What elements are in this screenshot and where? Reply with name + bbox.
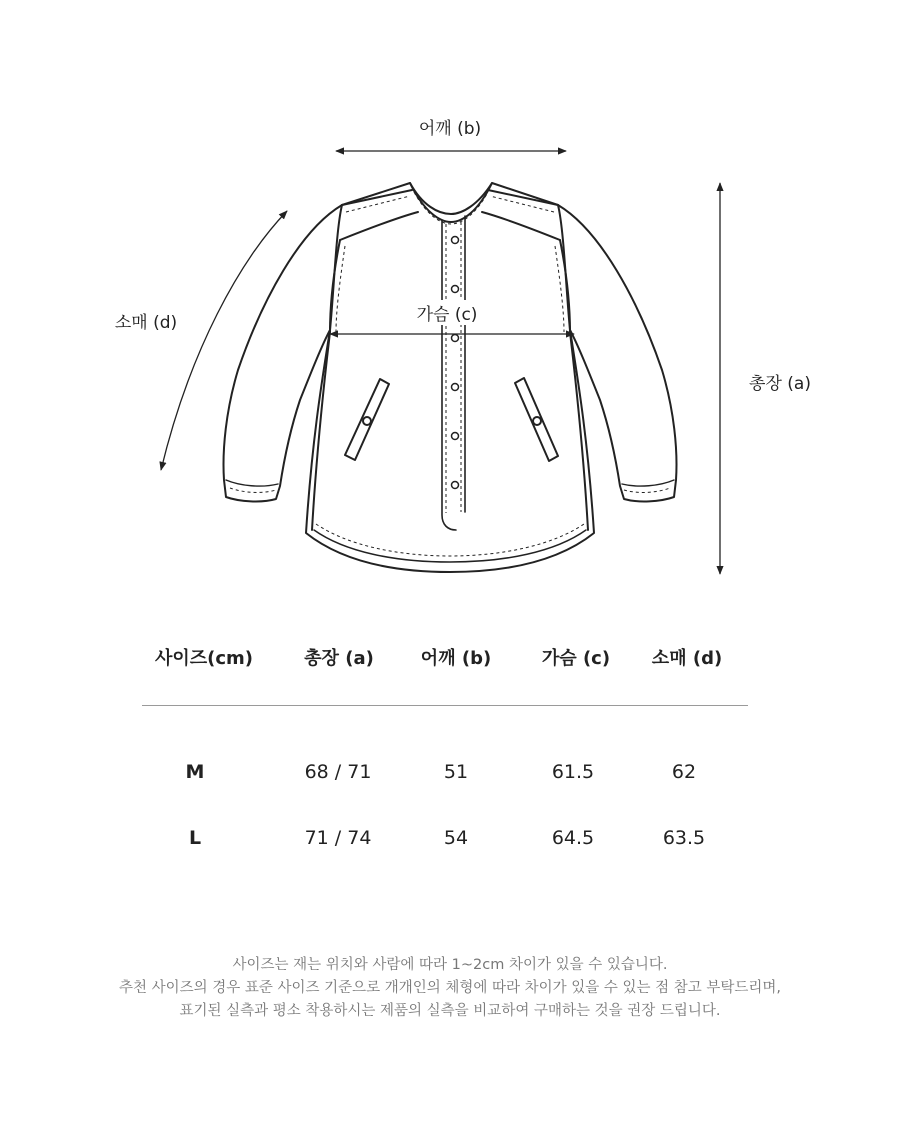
length-label: 총장 (a): [749, 374, 811, 394]
row-l-chest: 64.5: [551, 827, 595, 849]
button-1: [452, 237, 459, 244]
note-line-3: 표기된 실측과 평소 착용하시는 제품의 실측을 비교하여 구매하는 것을 권장 드립니다.: [179, 1003, 721, 1019]
button-4: [452, 384, 459, 391]
header-length: 총장 (a): [304, 648, 374, 669]
size-notes: [0, 954, 900, 1023]
header-sleeve: 소매 (d): [651, 648, 723, 669]
row-l-size: L: [188, 827, 202, 849]
button-5: [452, 433, 459, 440]
sleeve-label: 소매 (d): [114, 313, 178, 333]
button-6: [452, 482, 459, 489]
note-line-2: 추천 사이즈의 경우 표준 사이즈 기준으로 개개인의 체형에 따라 차이가 있을 수 있는 점 참고 부탁드리며,: [118, 980, 782, 996]
row-m-chest: 61.5: [551, 761, 595, 783]
chest-label: 가슴 (c): [413, 300, 482, 325]
table-divider: [142, 705, 748, 706]
row-m-length: 68 / 71: [304, 761, 372, 783]
shoulder-label: 어깨 (b): [418, 119, 482, 139]
button-2: [452, 286, 459, 293]
header-size: 사이즈(cm): [154, 648, 254, 669]
header-chest: 가슴 (c): [541, 648, 611, 669]
row-l-sleeve: 63.5: [662, 827, 706, 849]
note-line-1: 사이즈는 재는 위치와 사람에 따라 1~2cm 차이가 있을 수 있습니다.: [232, 957, 668, 973]
jacket-body: [306, 183, 594, 572]
row-m-size: M: [185, 761, 205, 783]
row-l-shoulder: 54: [443, 827, 469, 849]
row-m-sleeve: 62: [671, 761, 697, 783]
header-shoulder: 어깨 (b): [420, 648, 492, 669]
row-m-shoulder: 51: [443, 761, 469, 783]
row-l-length: 71 / 74: [304, 827, 372, 849]
button-3: [452, 335, 459, 342]
